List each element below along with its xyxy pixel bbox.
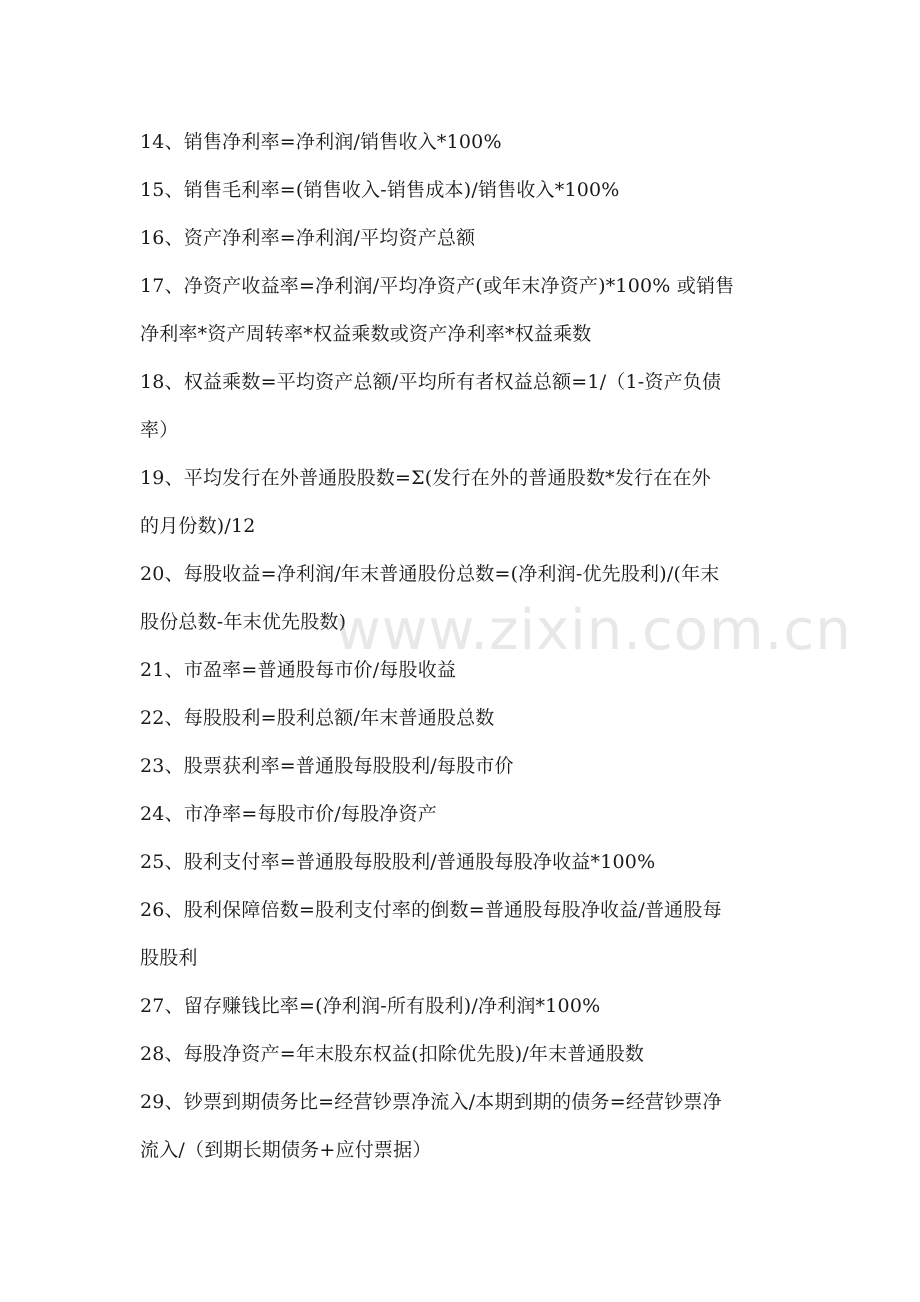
watermark: www.zixin.com.cn	[335, 598, 852, 663]
text-line: 27、留存赚钱比率=(净利润-所有股利)/净利润*100%	[140, 995, 601, 1017]
text-line: 26、股利保障倍数=股利支付率的倒数=普通股每股净收益/普通股每	[140, 899, 722, 921]
text-line: 股股利	[140, 947, 198, 969]
text-line: 29、钞票到期债务比=经营钞票净流入/本期到期的债务=经营钞票净	[140, 1091, 722, 1113]
text-line: 流入/（到期长期债务+应付票据）	[140, 1139, 432, 1161]
text-line: 22、每股股利=股利总额/年末普通股总数	[140, 707, 495, 729]
text-line: 率）	[140, 419, 179, 441]
text-line: 19、平均发行在外普通股股数=Σ(发行在外的普通股数*发行在在外	[140, 467, 711, 489]
text-line: 24、市净率=每股市价/每股净资产	[140, 803, 437, 825]
text-line: 23、股票获利率=普通股每股股利/每股市价	[140, 755, 514, 777]
text-line: 的月份数)/12	[140, 515, 256, 537]
text-line: 20、每股收益=净利润/年末普通股份总数=(净利润-优先股利)/(年末	[140, 563, 720, 585]
text-line: 14、销售净利率=净利润/销售收入*100%	[140, 131, 502, 153]
text-line: 21、市盈率=普通股每市价/每股收益	[140, 659, 457, 681]
text-line: 17、净资产收益率=净利润/平均净资产(或年末净资产)*100% 或销售	[140, 275, 735, 297]
text-line: 18、权益乘数=平均资产总额/平均所有者权益总额=1/（1-资产负债	[140, 371, 722, 393]
text-line: 净利率*资产周转率*权益乘数或资产净利率*权益乘数	[140, 323, 592, 345]
text-line: 28、每股净资产=年末股东权益(扣除优先股)/年末普通股数	[140, 1043, 645, 1065]
text-line: 16、资产净利率=净利润/平均资产总额	[140, 227, 476, 249]
text-line: 25、股利支付率=普通股每股股利/普通股每股净收益*100%	[140, 851, 656, 873]
text-line: 15、销售毛利率=(销售收入-销售成本)/销售收入*100%	[140, 179, 620, 201]
text-line: 股份总数-年末优先股数)	[140, 611, 347, 633]
